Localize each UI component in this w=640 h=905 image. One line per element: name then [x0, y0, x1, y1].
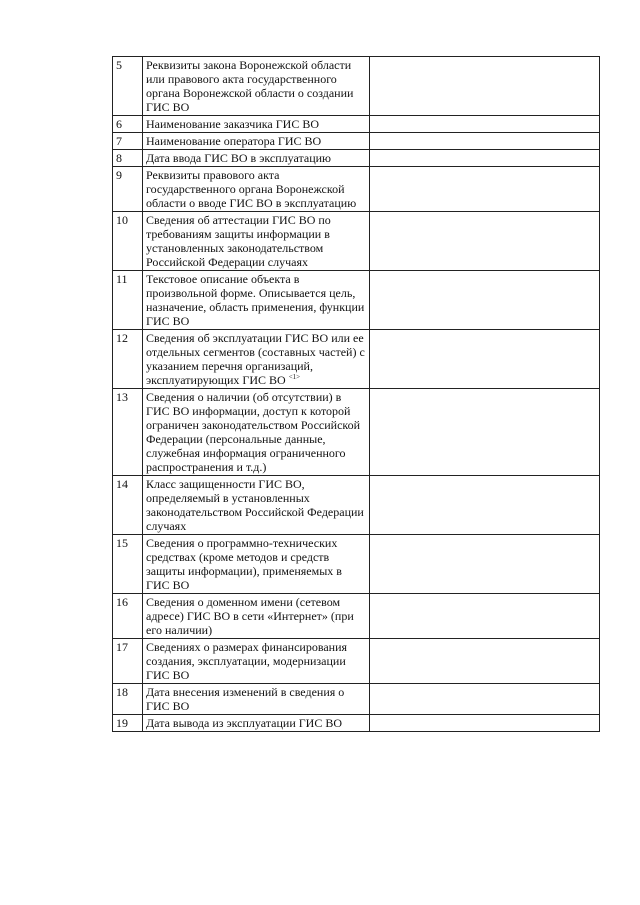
row-number: 15	[113, 535, 143, 594]
row-number: 10	[113, 212, 143, 271]
row-description: Наименование оператора ГИС ВО	[143, 133, 370, 150]
table-row	[113, 150, 600, 167]
row-number: 9	[113, 167, 143, 212]
row-description: Сведениях о размерах финансирования создания, эксплуатации, модернизации ГИС ВО	[143, 639, 370, 684]
row-value	[370, 476, 600, 535]
row-value	[370, 57, 600, 116]
row-value	[370, 116, 600, 133]
row-value	[370, 167, 600, 212]
row-value	[370, 594, 600, 639]
table-row	[113, 715, 600, 732]
row-number: 19	[113, 715, 143, 732]
row-description: Дата ввода ГИС ВО в эксплуатацию	[143, 150, 370, 167]
row-description: Наименование заказчика ГИС ВО	[143, 116, 370, 133]
row-value	[370, 684, 600, 715]
table-row	[113, 476, 600, 535]
table-row	[113, 116, 600, 133]
table-row	[113, 639, 600, 684]
table-row	[113, 389, 600, 476]
row-description: Дата внесения изменений в сведения о ГИС ВО	[143, 684, 370, 715]
row-description	[143, 330, 370, 389]
row-value	[370, 271, 600, 330]
row-number: 14	[113, 476, 143, 535]
row-number: 6	[113, 116, 143, 133]
table-row	[113, 330, 600, 389]
table-row	[113, 167, 600, 212]
registry-table	[112, 56, 600, 732]
table-row	[113, 594, 600, 639]
table-row	[113, 684, 600, 715]
row-number: 12	[113, 330, 143, 389]
table-row	[113, 535, 600, 594]
row-number: 8	[113, 150, 143, 167]
row-description: Сведения о наличии (об отсутствии) в ГИС ВО информации, доступ к которой ограничен законодательством Российской Федерации (персональные данные, служебная информация ограниченного распространения и т.д.)	[143, 389, 370, 476]
row-number: 17	[113, 639, 143, 684]
table-row	[113, 212, 600, 271]
row-value	[370, 330, 600, 389]
row-value	[370, 133, 600, 150]
row-description: Сведения о программно-технических средствах (кроме методов и средств защиты информации), применяемых в ГИС ВО	[143, 535, 370, 594]
row-number: 7	[113, 133, 143, 150]
row-description-text: Сведения об эксплуатации ГИС ВО или ее отдельных сегментов (составных частей) с указанием перечня организаций, эксплуатирующих ГИС ВО	[146, 331, 365, 387]
row-value	[370, 150, 600, 167]
row-number: 13	[113, 389, 143, 476]
row-description: Сведения о доменном имени (сетевом адресе) ГИС ВО в сети «Интернет» (при его наличии)	[143, 594, 370, 639]
table-row	[113, 57, 600, 116]
row-description: Класс защищенности ГИС ВО, определяемый в установленных законодательством Российской Федерации случаях	[143, 476, 370, 535]
table-row	[113, 271, 600, 330]
row-number: 18	[113, 684, 143, 715]
row-value	[370, 212, 600, 271]
row-number: 16	[113, 594, 143, 639]
row-description: Сведения об аттестации ГИС ВО по требованиям защиты информации в установленных законодательством Российской Федерации случаях	[143, 212, 370, 271]
row-value	[370, 535, 600, 594]
row-value	[370, 389, 600, 476]
row-number: 5	[113, 57, 143, 116]
footnote-mark: <1>	[288, 373, 301, 381]
row-description: Реквизиты правового акта государственного органа Воронежской области о вводе ГИС ВО в эксплуатацию	[143, 167, 370, 212]
row-value	[370, 715, 600, 732]
row-number: 11	[113, 271, 143, 330]
row-description: Реквизиты закона Воронежской области или правового акта государственного органа Воронежской области о создании ГИС ВО	[143, 57, 370, 116]
row-description: Текстовое описание объекта в произвольной форме. Описывается цель, назначение, область применения, функции ГИС ВО	[143, 271, 370, 330]
row-value	[370, 639, 600, 684]
table-row	[113, 133, 600, 150]
row-description: Дата вывода из эксплуатации ГИС ВО	[143, 715, 370, 732]
